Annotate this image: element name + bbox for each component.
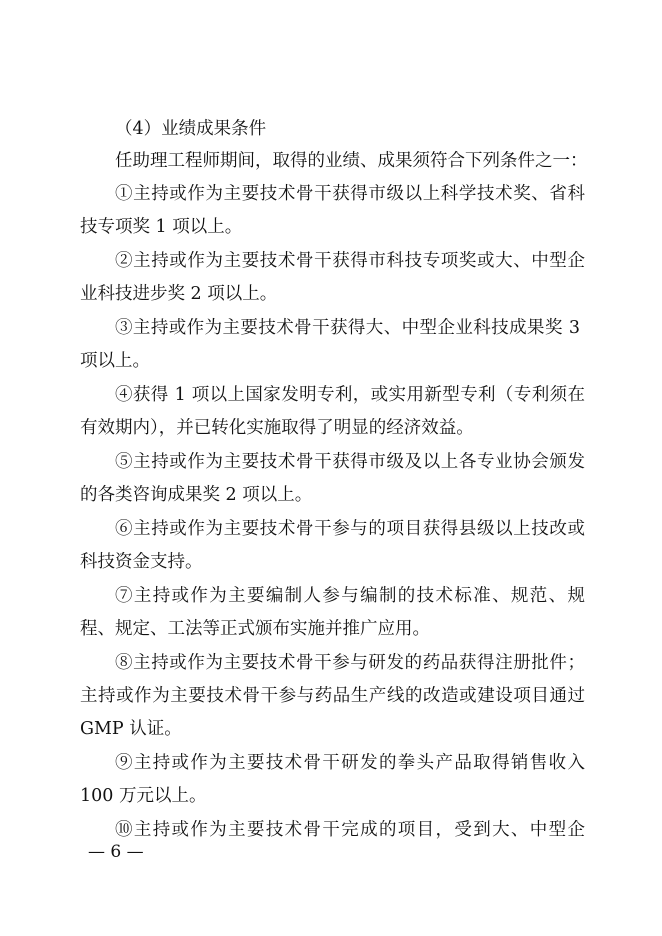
item-8-continuation-2: GMP 认证。 — [80, 719, 182, 739]
item-3-text: ③主持或作为主要技术骨干获得大、中型企业科技成果奖 3 — [115, 318, 580, 338]
item-9-text: ⑨主持或作为主要技术骨干研发的拳头产品取得销售收入 — [115, 753, 585, 773]
item-6-continuation: 科技资金支持。 — [80, 552, 203, 572]
intro-line — [0, 146, 662, 176]
item-2-line-1 — [0, 246, 662, 276]
item-3-line-2 — [0, 346, 662, 376]
item-8-line-2 — [0, 681, 662, 711]
item-9-line-1 — [0, 748, 662, 778]
page-number: — 6 — — [88, 842, 144, 862]
item-6-line-2 — [0, 547, 662, 577]
item-4-line-1 — [0, 380, 662, 410]
item-1-continuation: 技专项奖 1 项以上。 — [80, 217, 243, 237]
item-7-line-2 — [0, 614, 662, 644]
item-4-continuation: 有效期内），并已转化实施取得了明显的经济效益。 — [80, 418, 474, 438]
item-4-line-2 — [0, 413, 662, 443]
item-4-text: ④获得 1 项以上国家发明专利，或实用新型专利（专利须在 — [115, 385, 585, 405]
item-8-text: ⑧主持或作为主要技术骨干参与研发的药品获得注册批件； — [115, 653, 585, 673]
item-1-line-2 — [0, 212, 662, 242]
item-1-line-1 — [0, 179, 662, 209]
item-8-line-1 — [0, 648, 662, 678]
item-5-text: ⑤主持或作为主要技术骨干获得市级及以上各专业协会颁发 — [115, 452, 585, 472]
item-9-continuation: 100 万元以上。 — [80, 786, 207, 806]
item-6-text: ⑥主持或作为主要技术骨干参与的项目获得县级以上技改或 — [115, 519, 585, 539]
item-3-continuation: 项以上。 — [80, 351, 150, 371]
item-8-line-3 — [0, 714, 662, 744]
item-10-text: ⑩主持或作为主要技术骨干完成的项目，受到大、中型企 — [115, 820, 585, 840]
section-heading: （4）业绩成果条件 — [115, 119, 267, 139]
item-2-continuation: 业科技进步奖 2 项以上。 — [80, 284, 278, 304]
item-2-line-2 — [0, 279, 662, 309]
item-5-line-2 — [0, 480, 662, 510]
item-5-continuation: 的各类咨询成果奖 2 项以上。 — [80, 485, 313, 505]
item-7-text: ⑦主持或作为主要编制人参与编制的技术标准、规范、规 — [115, 586, 585, 606]
section-heading-line — [0, 114, 662, 144]
item-9-line-2 — [0, 781, 662, 811]
item-7-line-1 — [0, 581, 662, 611]
item-1-text: ①主持或作为主要技术骨干获得市级以上科学技术奖、省科 — [115, 184, 585, 204]
item-5-line-1 — [0, 447, 662, 477]
item-3-line-1 — [0, 313, 662, 343]
intro-paragraph: 任助理工程师期间，取得的业绩、成果须符合下列条件之一： — [115, 151, 588, 171]
item-6-line-1 — [0, 514, 662, 544]
item-2-text: ②主持或作为主要技术骨干获得市科技专项奖或大、中型企 — [115, 251, 585, 271]
item-7-continuation: 程、规定、工法等正式颁布实施并推广应用。 — [80, 619, 430, 639]
item-8-continuation: 主持或作为主要技术骨干参与药品生产线的改造或建设项目通过 — [80, 686, 585, 706]
